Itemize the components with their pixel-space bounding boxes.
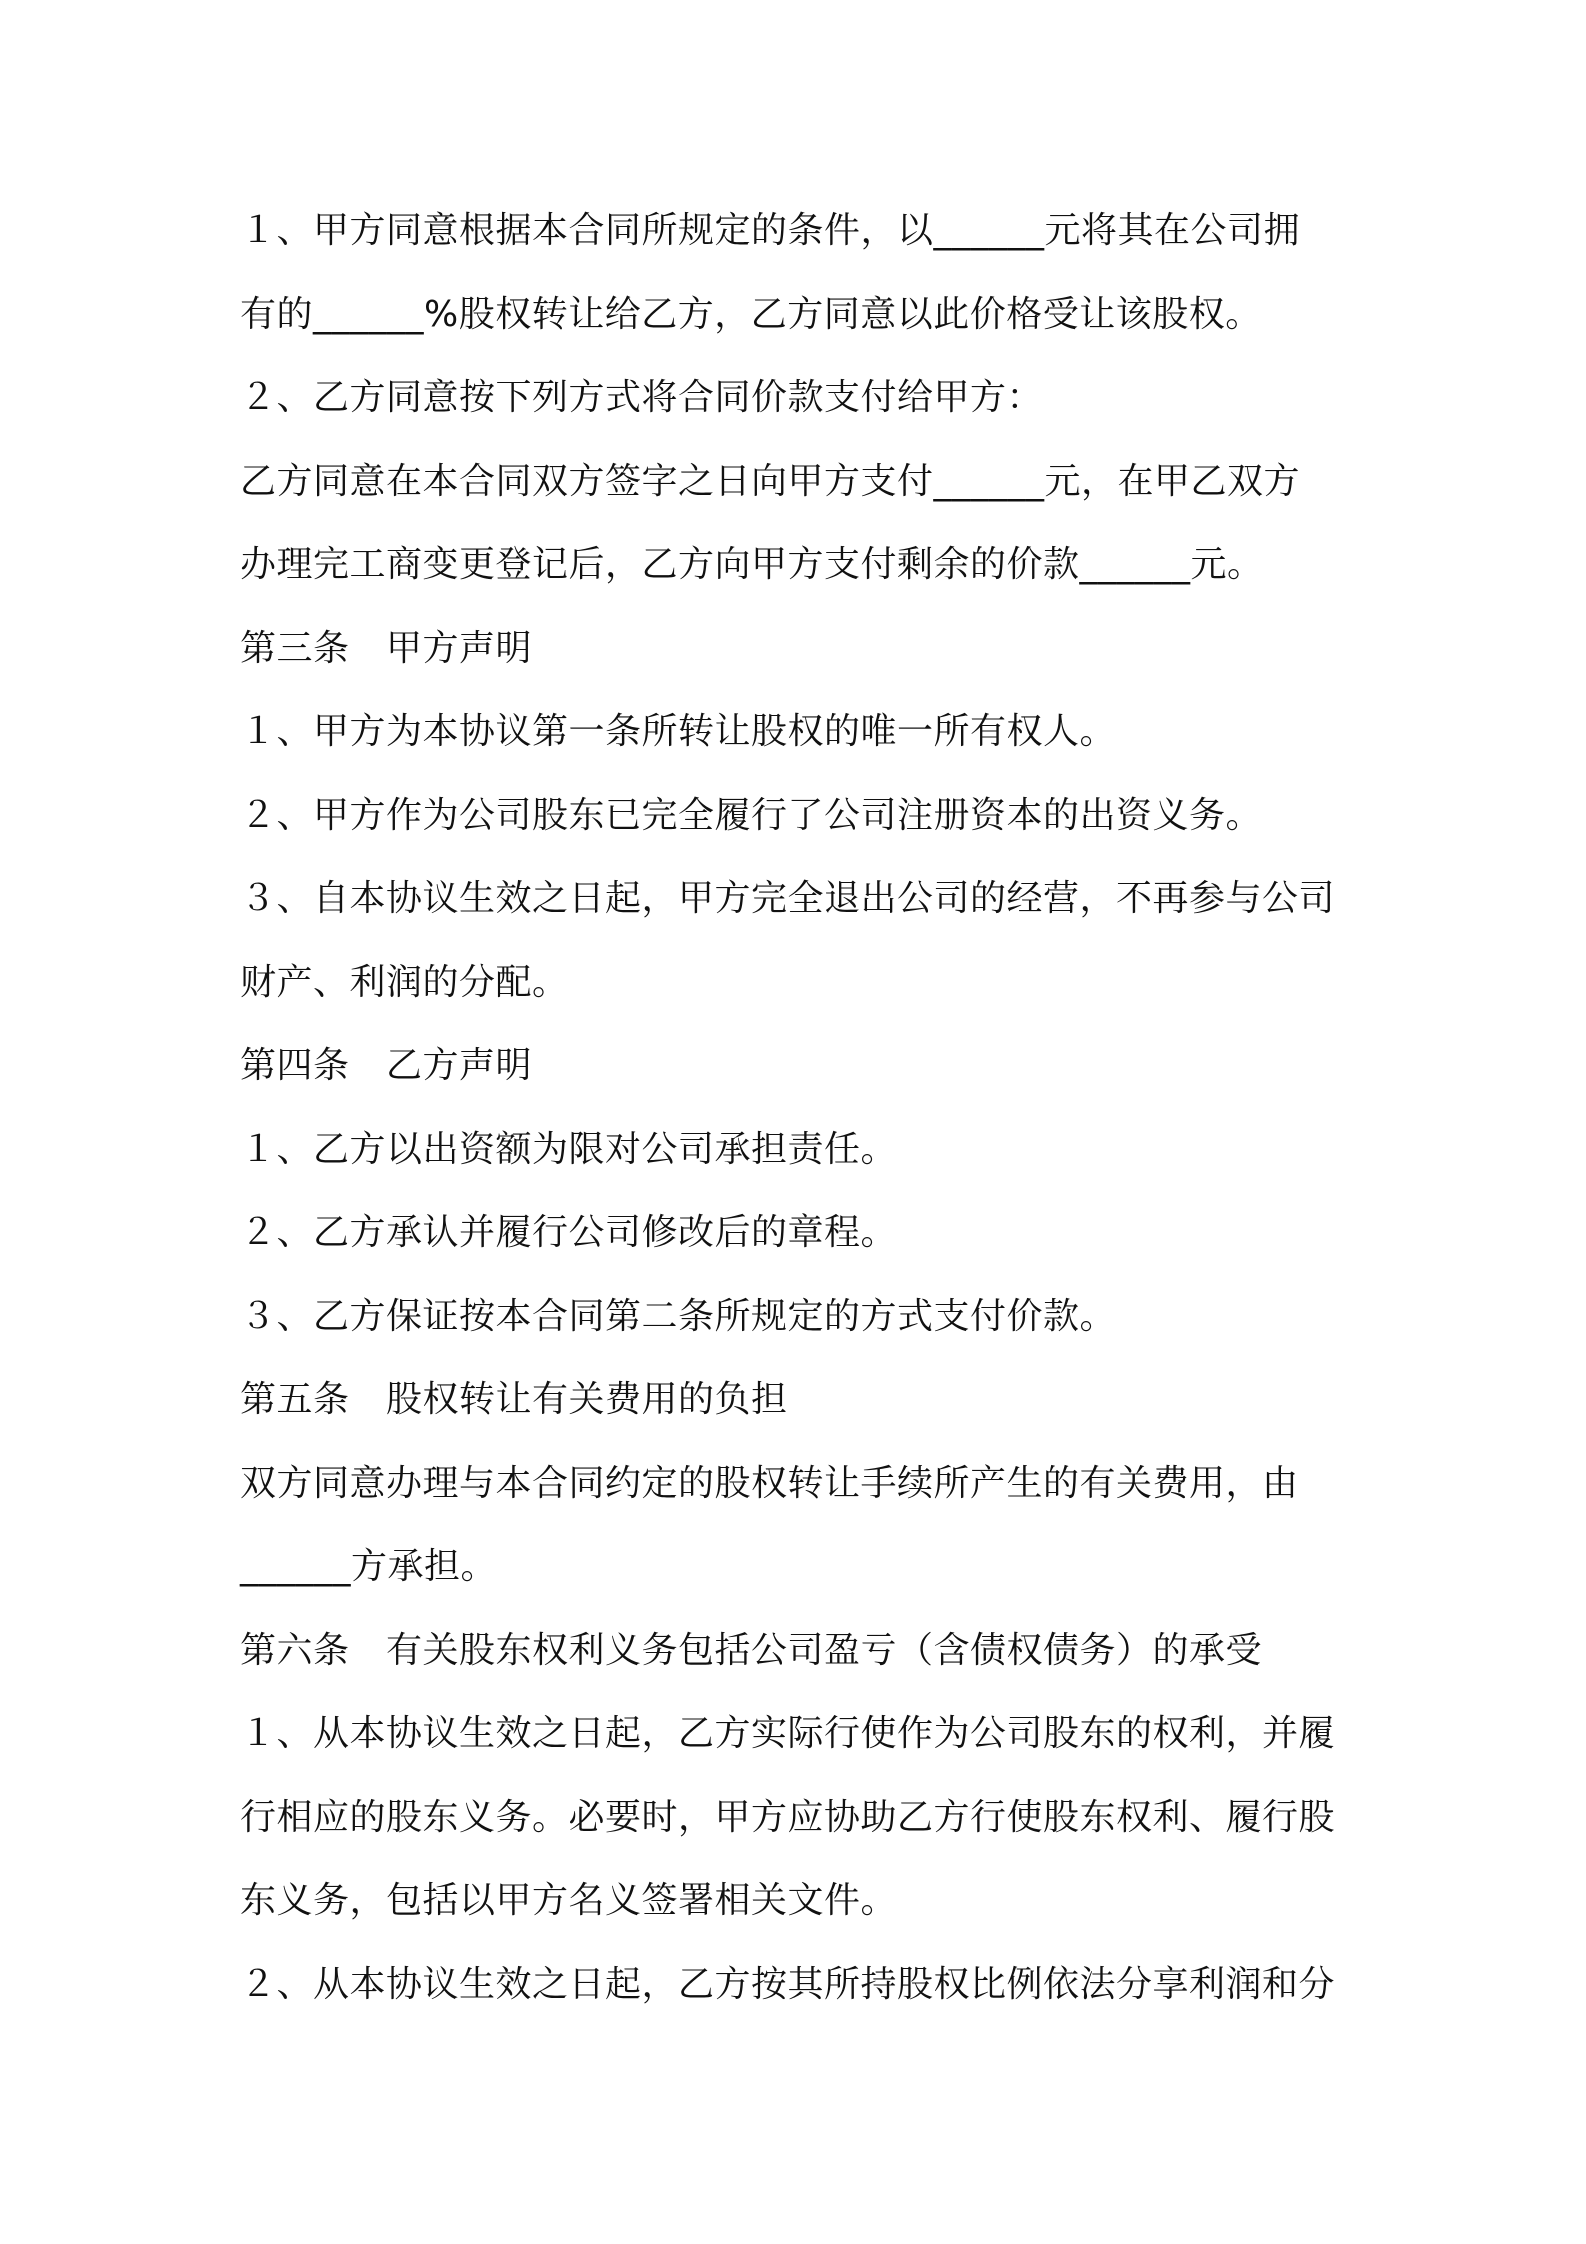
clause-2-item-2: ２、乙方同意按下列方式将合同价款支付给甲方： <box>240 377 1044 418</box>
clause-5-body-line-2: ______方承担。 <box>240 1546 498 1587</box>
clause-4-item-3: ３、乙方保证按本合同第二条所规定的方式支付价款。 <box>240 1295 1117 1337</box>
clause-5-heading: 第五条 股权转让有关费用的负担 <box>240 1379 788 1420</box>
clause-6-item-2-line-1: ２、从本协议生效之日起，乙方按其所持股权比例依法分享利润和分 <box>240 1963 1336 2005</box>
clause-3-item-1: １、甲方为本协议第一条所转让股权的唯一所有权人。 <box>240 711 1117 752</box>
clause-3-heading: 第三条 甲方声明 <box>240 627 533 669</box>
clause-6-heading: 第六条 有关股东权利义务包括公司盈亏（含债权债务）的承受 <box>240 1629 1263 1671</box>
clause-5-body-line-1: 双方同意办理与本合同约定的股权转让手续所产生的有关费用，由 <box>240 1462 1299 1504</box>
clause-2-payment-line-2: 办理完工商变更登记后，乙方向甲方支付剩余的价款______元。 <box>240 544 1264 585</box>
clause-2-payment-line-1: 乙方同意在本合同双方签字之日向甲方支付______元，在甲乙双方 <box>240 460 1301 502</box>
clause-6-item-1-line-3: 东义务，包括以甲方名义签署相关文件。 <box>240 1880 898 1921</box>
clause-6-item-1-line-1: １、从本协议生效之日起，乙方实际行使作为公司股东的权利，并履 <box>240 1713 1336 1754</box>
clause-4-item-1: １、乙方以出资额为限对公司承担责任。 <box>240 1128 898 1170</box>
clause-3-item-3-line-2: 财产、利润的分配。 <box>240 961 569 1003</box>
clause-4-item-2: ２、乙方承认并履行公司修改后的章程。 <box>240 1212 898 1253</box>
clause-2-item-1-line-1: １、甲方同意根据本合同所规定的条件，以______元将其在公司拥 <box>240 210 1301 251</box>
clause-3-item-2: ２、甲方作为公司股东已完全履行了公司注册资本的出资义务。 <box>240 794 1263 836</box>
clause-6-item-1-line-2: 行相应的股东义务。必要时，甲方应协助乙方行使股东权利、履行股 <box>240 1796 1336 1838</box>
document-body <box>240 196 1360 2033</box>
clause-3-item-3-line-1: ３、自本协议生效之日起，甲方完全退出公司的经营，不再参与公司 <box>240 878 1336 919</box>
clause-2-item-1-line-2: 有的______%股权转让给乙方，乙方同意以此价格受让该股权。 <box>240 293 1262 335</box>
clause-4-heading: 第四条 乙方声明 <box>240 1045 533 1086</box>
